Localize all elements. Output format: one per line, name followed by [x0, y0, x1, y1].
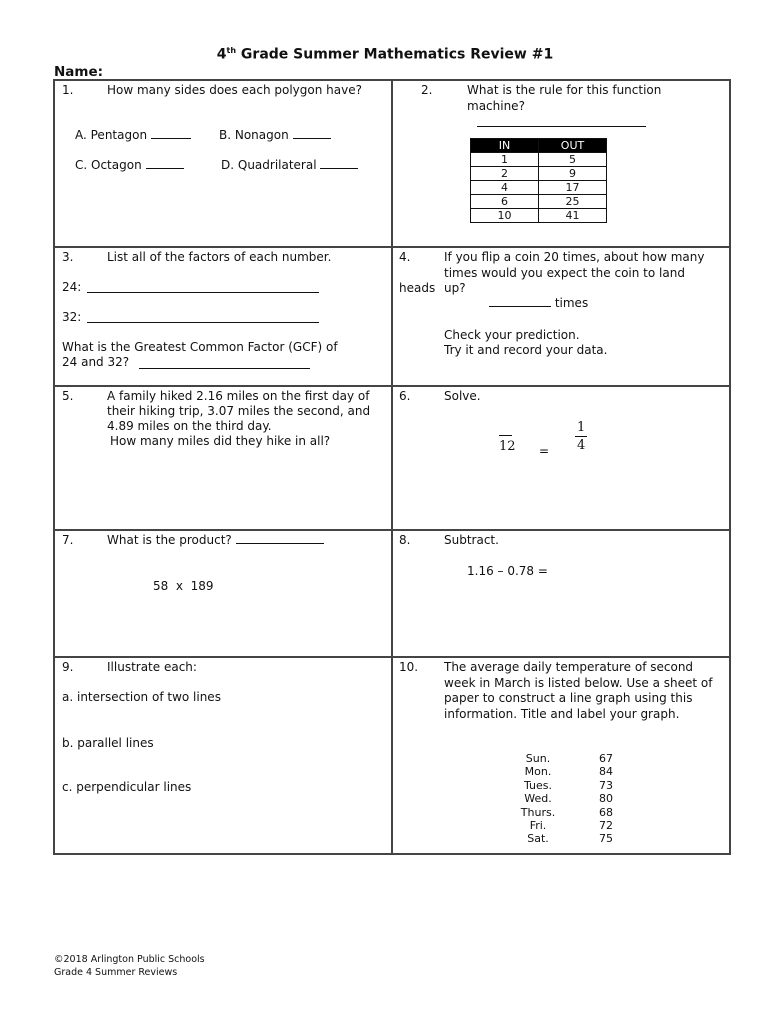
table-cell: 41	[539, 209, 607, 223]
q7-number: 7.	[62, 533, 74, 547]
q1-option-c-label: C. Octagon	[75, 158, 142, 172]
q4-check-prediction: Check your prediction.	[444, 328, 580, 342]
table-row	[471, 153, 607, 167]
q6-prompt: Solve.	[444, 389, 481, 403]
q4-record-data: Try it and record your data.	[444, 343, 608, 357]
q6-right-denominator: 4	[577, 438, 586, 453]
list-item: Tues.	[523, 778, 552, 792]
q3-label-24: 24:	[62, 280, 82, 294]
q2-number: 2.	[421, 83, 433, 97]
title-grade: 4	[216, 46, 227, 63]
q6-right-fraction-bar	[575, 436, 587, 437]
q1-option-b-label: B. Nonagon	[219, 128, 289, 142]
q3-number: 3.	[62, 250, 74, 264]
q6-equals: =	[539, 444, 550, 458]
q7-answer-blank[interactable]	[236, 533, 324, 544]
q1-answer-blank-a[interactable]	[151, 128, 191, 139]
grid-divider-row-4	[53, 656, 731, 658]
q3-gcf-question: What is the Greatest Common Factor (GCF) of	[62, 340, 338, 354]
list-item: Mon.	[524, 765, 552, 779]
q5-prompt: A family hiked 2.16 miles on the first day of their hiking trip, 3.07 miles the second, and 4.89 miles on the third day.	[107, 389, 371, 433]
q7-prompt-line	[107, 533, 324, 548]
grid-divider-row-1	[53, 246, 731, 248]
q1-number: 1.	[62, 83, 74, 97]
q10-day-list	[514, 752, 562, 846]
title-superscript: th	[226, 46, 237, 55]
table-cell: 9	[539, 167, 607, 181]
q4-times-label: times	[554, 296, 589, 310]
grid-divider-row-3	[53, 529, 731, 531]
grid-divider-vertical	[391, 79, 393, 855]
list-item: Fri.	[529, 819, 547, 833]
function-table	[470, 138, 607, 223]
q1-prompt: How many sides does each polygon have?	[107, 83, 362, 97]
name-label: Name:	[54, 64, 104, 80]
q1-option-a-label: A. Pentagon	[75, 128, 148, 142]
q6-left-fraction-bar	[499, 435, 512, 436]
function-table-header-out: OUT	[539, 139, 607, 153]
page-title	[0, 46, 770, 63]
table-cell: 4	[471, 181, 539, 195]
q1-answer-blank-b[interactable]	[293, 128, 331, 139]
function-table-header-in: IN	[471, 139, 539, 153]
q7-prompt: What is the product?	[107, 533, 232, 547]
q1-option-d-label: D. Quadrilateral	[221, 158, 317, 172]
list-item: 73	[599, 778, 613, 792]
q8-expression: 1.16 – 0.78 =	[467, 564, 548, 578]
list-item: 72	[599, 819, 613, 833]
list-item: Wed.	[524, 792, 552, 806]
list-item: 67	[599, 752, 613, 765]
q1-option-b	[219, 128, 331, 143]
table-row	[471, 209, 607, 223]
q6-left-denominator: 12	[499, 439, 516, 454]
footer-subtitle: Grade 4 Summer Reviews	[54, 967, 178, 978]
q4-number: 4.	[399, 250, 411, 264]
q6-right-numerator: 1	[577, 420, 586, 435]
q10-number: 10.	[399, 660, 419, 674]
q1-option-c	[75, 158, 184, 173]
list-item: Sun.	[525, 752, 551, 765]
list-item: 84	[599, 765, 613, 779]
table-cell: 2	[471, 167, 539, 181]
q8-prompt: Subtract.	[444, 533, 499, 547]
q4-heads: heads	[399, 281, 436, 295]
q9-prompt: Illustrate each:	[107, 660, 197, 674]
list-item: 68	[599, 805, 613, 819]
q10-prompt: The average daily temperature of second week in March is listed below. Use a sheet of paper to construct a line graph using this information. Title and label your graph.	[444, 660, 713, 721]
table-cell: 5	[539, 153, 607, 167]
table-row	[471, 181, 607, 195]
q4-up: up?	[444, 281, 466, 295]
q1-answer-blank-c[interactable]	[146, 158, 184, 169]
q9-number: 9.	[62, 660, 74, 674]
q1-option-a	[75, 128, 191, 143]
q3-answer-line-24[interactable]	[87, 292, 319, 293]
q9-item-c: c. perpendicular lines	[62, 780, 192, 794]
table-cell: 10	[471, 209, 539, 223]
table-row	[471, 167, 607, 181]
q5-question: How many miles did they hike in all?	[110, 434, 331, 448]
q2-prompt: What is the rule for this function machine?	[467, 83, 662, 113]
q3-gcf-answer-line[interactable]	[139, 368, 310, 369]
list-item: Thurs.	[520, 805, 556, 819]
q3-prompt: List all of the factors of each number.	[107, 250, 332, 264]
table-cell: 17	[539, 181, 607, 195]
q3-label-32: 32:	[62, 310, 82, 324]
q4-answer-blank[interactable]	[489, 296, 551, 307]
q5-number: 5.	[62, 389, 74, 403]
table-row	[471, 195, 607, 209]
q4-prompt: If you flip a coin 20 times, about how many times would you expect the coin to land	[444, 250, 705, 280]
q3-answer-line-32[interactable]	[87, 322, 319, 323]
q2-answer-line[interactable]	[477, 126, 646, 127]
q3-gcf-question-2: 24 and 32?	[62, 355, 130, 369]
table-cell: 1	[471, 153, 539, 167]
q7-expression: 58 x 189	[153, 579, 214, 593]
list-item: 75	[599, 832, 613, 846]
q9-item-a: a. intersection of two lines	[62, 690, 221, 704]
q8-number: 8.	[399, 533, 411, 547]
table-cell: 25	[539, 195, 607, 209]
function-table-header	[471, 139, 607, 153]
q1-option-d	[221, 158, 358, 173]
grid-divider-row-2	[53, 385, 731, 387]
q4-times-line	[489, 296, 588, 311]
list-item: 80	[599, 792, 613, 806]
q9-item-b: b. parallel lines	[62, 736, 154, 750]
title-text: Grade Summer Mathematics Review #1	[236, 46, 554, 63]
q1-answer-blank-d[interactable]	[320, 158, 358, 169]
q10-temperature-list	[599, 752, 629, 846]
table-cell: 6	[471, 195, 539, 209]
q6-number: 6.	[399, 389, 411, 403]
list-item: Sat.	[527, 832, 549, 846]
footer-copyright: ©2018 Arlington Public Schools	[54, 954, 205, 965]
